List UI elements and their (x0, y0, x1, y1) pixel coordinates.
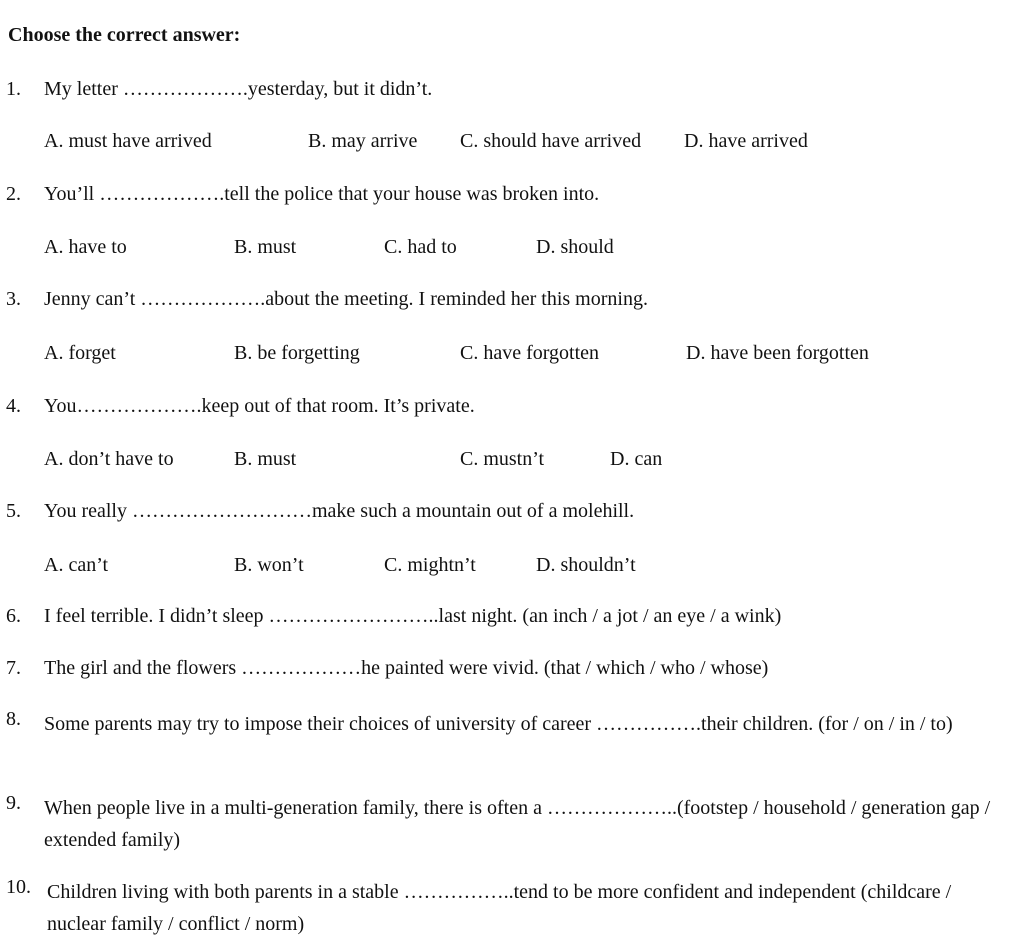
question-number: 8. (6, 708, 21, 730)
question-text: Children living with both parents in a stable ……………..tend to be more confident and independent (childcare / nuclear family / conflict / norm) (47, 881, 952, 935)
question-text: When people live in a multi-generation family, there is often a ………………..(footstep / household / generation gap / extended family) (44, 797, 991, 851)
option-2d[interactable]: D. should (536, 236, 614, 258)
option-4c[interactable]: C. mustn’t (460, 448, 545, 470)
question-number: 4. (6, 395, 21, 417)
question-text: My letter ……………….yesterday, but it didn’t. (44, 78, 433, 100)
option-5b[interactable]: B. won’t (234, 554, 304, 576)
instruction-heading: Choose the correct answer: (8, 24, 241, 46)
question-number: 7. (6, 657, 21, 679)
option-3b[interactable]: B. be forgetting (234, 342, 360, 364)
option-2a[interactable]: A. have to (44, 236, 127, 258)
question-number: 10. (6, 876, 31, 898)
option-2b[interactable]: B. must (234, 236, 297, 258)
option-4d[interactable]: D. can (610, 448, 663, 470)
option-3d[interactable]: D. have been forgotten (686, 342, 869, 364)
option-3c[interactable]: C. have forgotten (460, 342, 600, 364)
option-1d[interactable]: D. have arrived (684, 130, 808, 152)
option-2c[interactable]: C. had to (384, 236, 457, 258)
option-1b[interactable]: B. may arrive (308, 130, 418, 152)
question-number: 9. (6, 792, 21, 814)
option-4a[interactable]: A. don’t have to (44, 448, 174, 470)
question-text: You……………….keep out of that room. It’s private. (44, 395, 475, 417)
question-number: 6. (6, 605, 21, 627)
question-number: 3. (6, 288, 21, 310)
option-5a[interactable]: A. can’t (44, 554, 109, 576)
option-1a[interactable]: A. must have arrived (44, 130, 212, 152)
question-text: I feel terrible. I didn’t sleep ……………………..last night. (an inch / a jot / an eye / a wink) (44, 605, 782, 627)
question-text: Some parents may try to impose their choices of university of career …………….their children. (for / on / in / to) (44, 713, 953, 735)
option-3a[interactable]: A. forget (44, 342, 116, 364)
option-5d[interactable]: D. shouldn’t (536, 554, 636, 576)
option-1c[interactable]: C. should have arrived (460, 130, 642, 152)
question-number: 5. (6, 500, 21, 522)
question-number: 1. (6, 78, 21, 100)
question-number: 2. (6, 183, 21, 205)
option-4b[interactable]: B. must (234, 448, 297, 470)
question-text: You’ll ……………….tell the police that your house was broken into. (44, 183, 600, 205)
option-5c[interactable]: C. mightn’t (384, 554, 476, 576)
question-text: You really ………………………make such a mountain out of a molehill. (44, 500, 635, 522)
question-text: Jenny can’t ……………….about the meeting. I reminded her this morning. (44, 288, 648, 310)
question-text: The girl and the flowers ………………he painted were vivid. (that / which / who / whose) (44, 657, 769, 679)
